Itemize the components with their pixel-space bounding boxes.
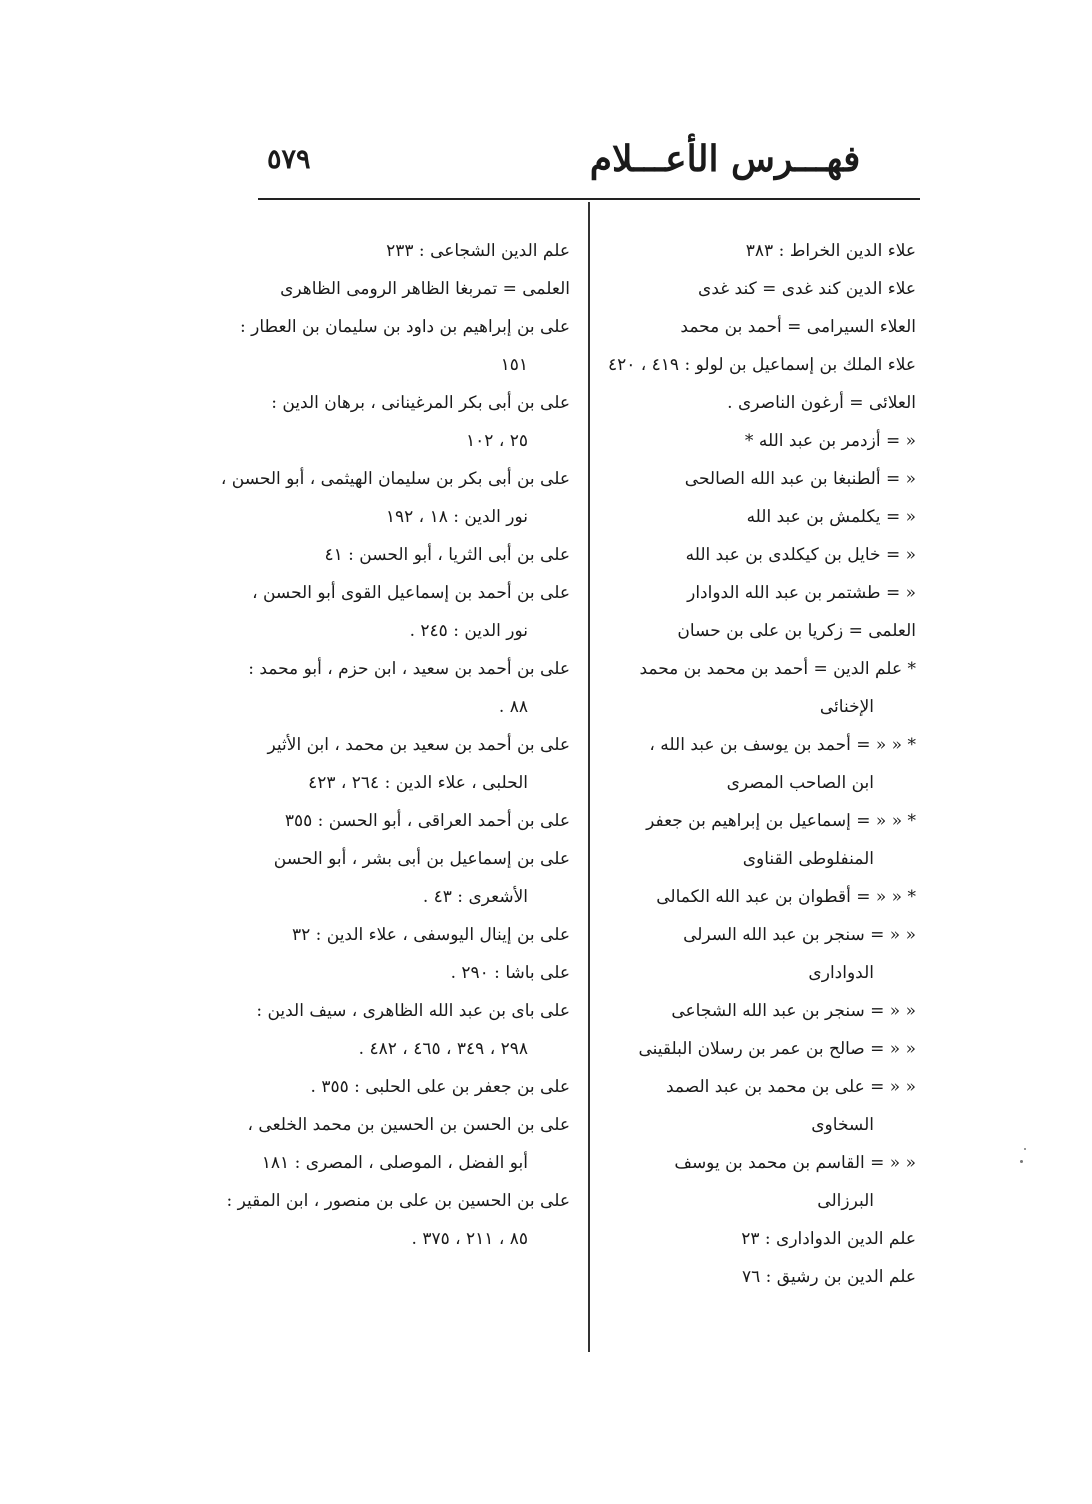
index-entry: العلمى = زكريا بن على بن حسان bbox=[677, 621, 916, 641]
index-entry: على باشا : ٢٩٠ . bbox=[450, 963, 570, 983]
index-entry: « « = على بن محمد بن عبد الصمد bbox=[666, 1077, 916, 1097]
index-entry-continuation: ٨٨ . bbox=[498, 697, 528, 717]
index-entry-continuation: الإخنائى bbox=[819, 697, 874, 717]
index-entry: على بن أبى الثريا ، أبو الحسن : ٤١ bbox=[324, 545, 570, 565]
index-entry: علم الدين الشجاعى : ٢٣٣ bbox=[386, 241, 570, 261]
index-entry-continuation: نور الدين : ٢٤٥ . bbox=[409, 621, 528, 641]
page-title: فهـــرس الأعـــلام bbox=[589, 138, 861, 180]
index-entry: « = خايل بن كيكلدى بن عبد الله bbox=[685, 545, 916, 565]
index-entry: « « = صالح بن عمر بن رسلان البلقينى bbox=[638, 1039, 916, 1059]
paper-speck bbox=[1024, 1148, 1026, 1150]
index-entry: علم الدين بن رشيق : ٧٦ bbox=[741, 1267, 916, 1287]
index-entry-continuation: ابن الصاحب المصرى bbox=[726, 773, 874, 793]
index-entry: على بن جعفر بن على الحلبى : ٣٥٥ . bbox=[310, 1077, 570, 1097]
index-entry: « = يكلمش بن عبد الله bbox=[746, 507, 916, 527]
index-entry-continuation: الحلبى ، علاء الدين : ٢٦٤ ، ٤٢٣ bbox=[308, 773, 528, 793]
index-entry-continuation: المنفلوطى القناوى bbox=[742, 849, 874, 869]
page-number: ٥٧٩ bbox=[267, 144, 311, 175]
index-entry: علاء الدين كند غدى = كند غدى bbox=[698, 279, 916, 299]
index-entry-continuation: نور الدين : ١٨ ، ١٩٢ bbox=[385, 507, 528, 527]
column-divider bbox=[588, 202, 590, 1352]
paper-speck bbox=[1020, 1160, 1023, 1163]
index-entry: « = طشتمر بن عبد الله الدوادار bbox=[687, 583, 916, 603]
index-entry: العلائى = أرغون الناصرى . bbox=[727, 393, 916, 413]
index-entry: علاء الملك بن إسماعيل بن لولو : ٤١٩ ، ٤٢٠ bbox=[607, 355, 916, 375]
index-entry: « « = سنجر بن عبد الله الشجاعى bbox=[671, 1001, 916, 1021]
index-column-right bbox=[608, 232, 916, 1296]
index-entry: العلمى = تمربغا الظاهر الرومى الظاهرى bbox=[280, 279, 570, 299]
index-entry: على بن إبراهيم بن داود بن سليمان بن العطار : bbox=[240, 317, 570, 337]
index-entry: « « = سنجر بن عبد الله السرلى bbox=[683, 925, 916, 945]
index-entry: علاء الدين الخراط : ٣٨٣ bbox=[745, 241, 916, 261]
index-entry: على بن أحمد بن إسماعيل القوى أبو الحسن ، bbox=[252, 583, 570, 603]
index-entry: على بن أبى بكر المرغينانى ، برهان الدين : bbox=[271, 393, 570, 413]
index-entry: « = ألطنبغا بن عبد الله الصالحى bbox=[684, 469, 916, 489]
index-entry: على بن أبى بكر بن سليمان الهيثمى ، أبو الحسن ، bbox=[220, 469, 570, 489]
index-entry: * « « = أقطوان بن عبد الله الكمالى bbox=[656, 887, 916, 907]
header-rule bbox=[258, 198, 920, 200]
index-entry-continuation: ٨٥ ، ٢١١ ، ٣٧٥ . bbox=[411, 1229, 528, 1249]
index-entry: علم الدين الدوادارى : ٢٣ bbox=[741, 1229, 916, 1249]
index-entry-continuation: الأشعرى : ٤٣ . bbox=[422, 887, 528, 907]
index-entry: العلاء السيرامى = أحمد بن محمد bbox=[680, 317, 916, 337]
index-entry-continuation: ١٥١ bbox=[500, 355, 528, 375]
index-entry: * « « = أحمد بن يوسف بن عبد الله ، bbox=[649, 735, 916, 755]
index-entry: على بن الحسين بن على بن منصور ، ابن المقير : bbox=[226, 1191, 570, 1211]
index-entry: على باى بن عبد الله الظاهرى ، سيف الدين : bbox=[256, 1001, 570, 1021]
index-entry: * « « = إسماعيل بن إبراهيم بن جعفر bbox=[646, 811, 916, 831]
index-entry: * علم الدين = أحمد بن محمد بن محمد bbox=[639, 659, 916, 679]
index-entry: « « = القاسم بن محمد بن يوسف bbox=[674, 1153, 916, 1173]
index-entry-continuation: البرزالى bbox=[817, 1191, 874, 1211]
index-entry-continuation: أبو الفضل ، الموصلى ، المصرى : ١٨١ bbox=[261, 1153, 528, 1173]
index-entry: على بن إينال اليوسفى ، علاء الدين : ٣٢ bbox=[291, 925, 570, 945]
index-entry-continuation: ٢٥ ، ١٠٢ bbox=[466, 431, 528, 451]
index-entry: على بن أحمد بن سعيد ، ابن حزم ، أبو محمد : bbox=[248, 659, 570, 679]
index-entry: على بن أحمد العراقى ، أبو الحسن : ٣٥٥ bbox=[284, 811, 570, 831]
index-entry: على بن أحمد بن سعيد بن محمد ، ابن الأثير bbox=[267, 735, 570, 755]
index-entry: « = أزدمر بن عبد الله * bbox=[744, 431, 916, 451]
index-entry: على بن الحسن بن الحسين بن محمد الخلعى ، bbox=[247, 1115, 570, 1135]
page-header bbox=[255, 138, 915, 186]
index-entry: على بن إسماعيل بن أبى بشر ، أبو الحسن bbox=[273, 849, 570, 869]
index-entry-continuation: الدوادارى bbox=[808, 963, 874, 983]
index-column-left bbox=[220, 232, 570, 1258]
index-entry-continuation: ٢٩٨ ، ٣٤٩ ، ٤٦٥ ، ٤٨٢ . bbox=[358, 1039, 528, 1059]
index-entry-continuation: السخاوى bbox=[811, 1115, 874, 1135]
